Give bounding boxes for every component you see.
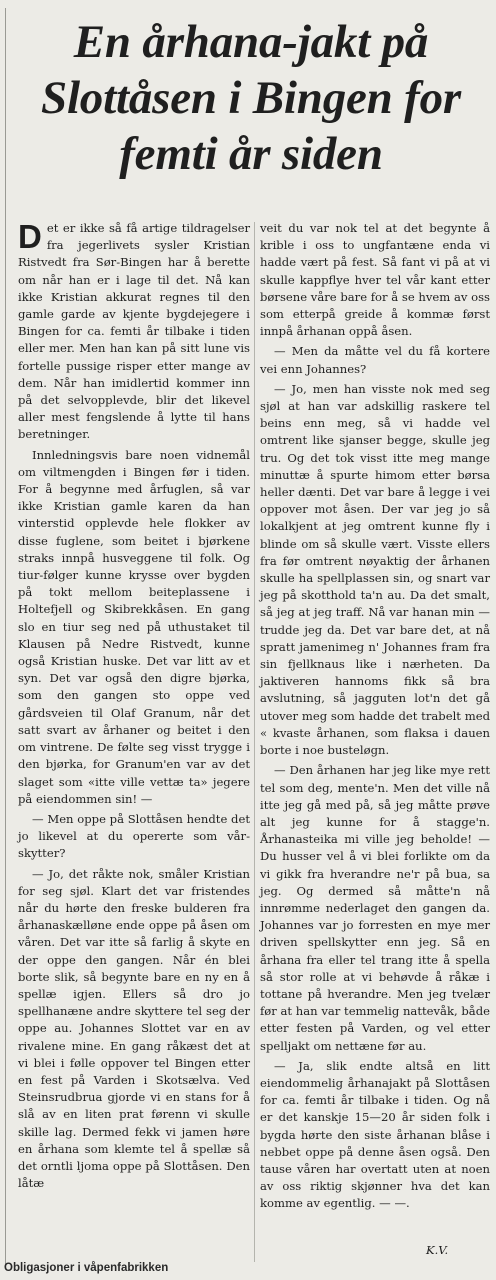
column-divider <box>254 222 255 1262</box>
article-paragraph-2: Innledningsvis bare noen vidnemål om viltmengden i Bingen før i tiden. For å begynne med årfuglen, så var ikke Kristian gamle karen da han vinterstid opplevde hele flokker av disse fuglene, som beitet i bjørkene straks innpå husveggene til folk. Og tiur-følger kunne krysse over bygden på tokt mellom beiteplassene i Holtefjell og Skibrekkåsen. En gang slo en tiur seg ned på uthustaket til Klausen på Nedre Ristvedt, kunne også Kristian huske. Det var litt av et syn. Det var også den digre bjørka, som den gangen sto oppe ved gårdsveien til Olaf Granum, når det satt svart av århaner og beitet i den om vintrene. De følte seg visst trygge i den bjørka, for Granum'en var av det slaget som «itte ville vettæ ta» jegere på eiendommen sin! — <box>18 447 250 806</box>
article-paragraph-6: — Men da måtte vel du få kortere vei enn Johannes? <box>260 344 490 376</box>
article-paragraph-8: — Den århanen har jeg like mye rett tel som deg, mente'n. Men det ville nå itte jeg gå med på, så jeg måtte prøve alt jeg kunne for å stagge'n. Århanasteika mi ville jeg beholde! — Du husser vel å vi blei forlikte om da vi gikk fra hverandre ne'r på bua, sa jeg. Og dermed så måtte'n nå innrømme nederlaget den gangen da. Johannes var jo forresten en mye mer driven spellskytter enn jeg. Så en århana fra eller tel trang itte å spella så stor rolle at vi behøvde å råkæ i tottane på hverandre. Men jeg tvelær før at han var temmelig nattevåk, både etter festen på Varden, og vel etter spelljakt om nettæne før au. <box>260 763 490 1053</box>
left-margin-rule <box>5 8 6 1268</box>
author-signature: K.V. <box>426 1243 449 1257</box>
article-paragraph-3: — Men oppe på Slottåsen hendte det jo likevel at du opererte som vår-skytter? <box>18 811 250 861</box>
article-paragraph-4: — Jo, det råkte nok, småler Kristian for seg sjøl. Klart det var fristendes når du hørte den freske bulderen fra århanaskælløne ende oppe på åsen om våren. Det var itte så farlig å skyte en der oppe den gangen. Når én blei borte slik, så begynte bare en ny en å spellæ igjen. Ellers så dro jo spellhanæne andre skyttere tel seg der oppe au. Johannes Slottet var en av rivalene mine. En gang råkæst det at vi blei i følle oppover tel Bingen etter en fest på Varden i Skotsælva. Ved Steinsrudbrua gjorde vi en stans for å slå av en liten prat førenn vi skulle skille lag. Dermed fekk vi jamen høre en århana som klemte tel å spellæ så det orntli ljoma oppe på Slottåsen. Den låtæ <box>18 866 250 1191</box>
article-column-right <box>260 220 490 1216</box>
article-paragraph-1 <box>18 220 250 444</box>
article-paragraph-9: — Ja, slik endte altså en litt eiendommelig århanajakt på Slottåsen for ca. femti år tilbake i tiden. Og nå er det kanskje 15—20 år siden folk i bygda hørte den siste århanan blåse i nebbet oppe på denne åsen også. Den tause våren har overtatt uten at noen av oss riktig skjønner hva det kan komme av egentlig. — —. <box>260 1058 490 1211</box>
article-column-left <box>18 220 250 1195</box>
article-headline: En århana-jakt på Slottåsen i Bingen for femti år siden <box>41 16 461 180</box>
article-paragraph-7: — Jo, men han visste nok med seg sjøl at han var adskillig raskere tel beins enn meg, så vi hadde vel omtrent like sjanser begge, skulle jeg tru. Og det tok visst itte meg mange minuttæ å spurte himom etter børsa heller dænti. Det var bare å legge i vei oppover mot åsen. Der var jeg jo så lokalkjent at jeg omtrent kunne fly i blinde om så skulle vært. Visste ellers fra før omtrent nøyaktig der århanen skulle ha spellplassen sin, og snart var jeg på skotthold ta'n au. Da det smalt, så jeg at jeg traff. Nå var hanan min — trudde jeg da. Det var bare det, at nå spratt jamenimeg n' Johannes fram fra sin fjellknaus like i nærheten. Da jaktiveren hannoms fikk så bra avslutning, så jagguten lot'n det gå utover meg som hadde det trabelt med « kvaste århanen, som flaksa i dauen borte i noe busteløgn. <box>260 381 490 758</box>
next-article-headline: Obligasjoner i våpenfabrikken <box>4 1262 169 1274</box>
drop-cap: D <box>18 218 42 255</box>
paragraph-1-text: et er ikke så få artige tildragelser fra jegerlivets sysler Kristian Ristvedt fra Sør-Bingen har å berette om når han er i lage til det. Nå kan ikke Kristian akkurat regnes til den gamle garde av kjente bygdejegere i Bingen for ca. femti år tilbake i tiden eller mer. Men han kan på sitt lune vis fortelle pussige risper etter mange av dem. Når han imidlertid kommer inn på det selvopplevde, blir det likevel aller mest fengslende å lytte til hans beretninger. <box>18 221 250 442</box>
article-paragraph-5: veit du var nok tel at det begynte å krible i oss to ungfantæne enda vi hadde vært på fest. Så fant vi på at vi skulle kappflye hver tel vår kant etter børsene våre bare for å se hvem av oss som etterpå greide å kommæ først innpå århanan oppå åsen. <box>260 221 490 339</box>
